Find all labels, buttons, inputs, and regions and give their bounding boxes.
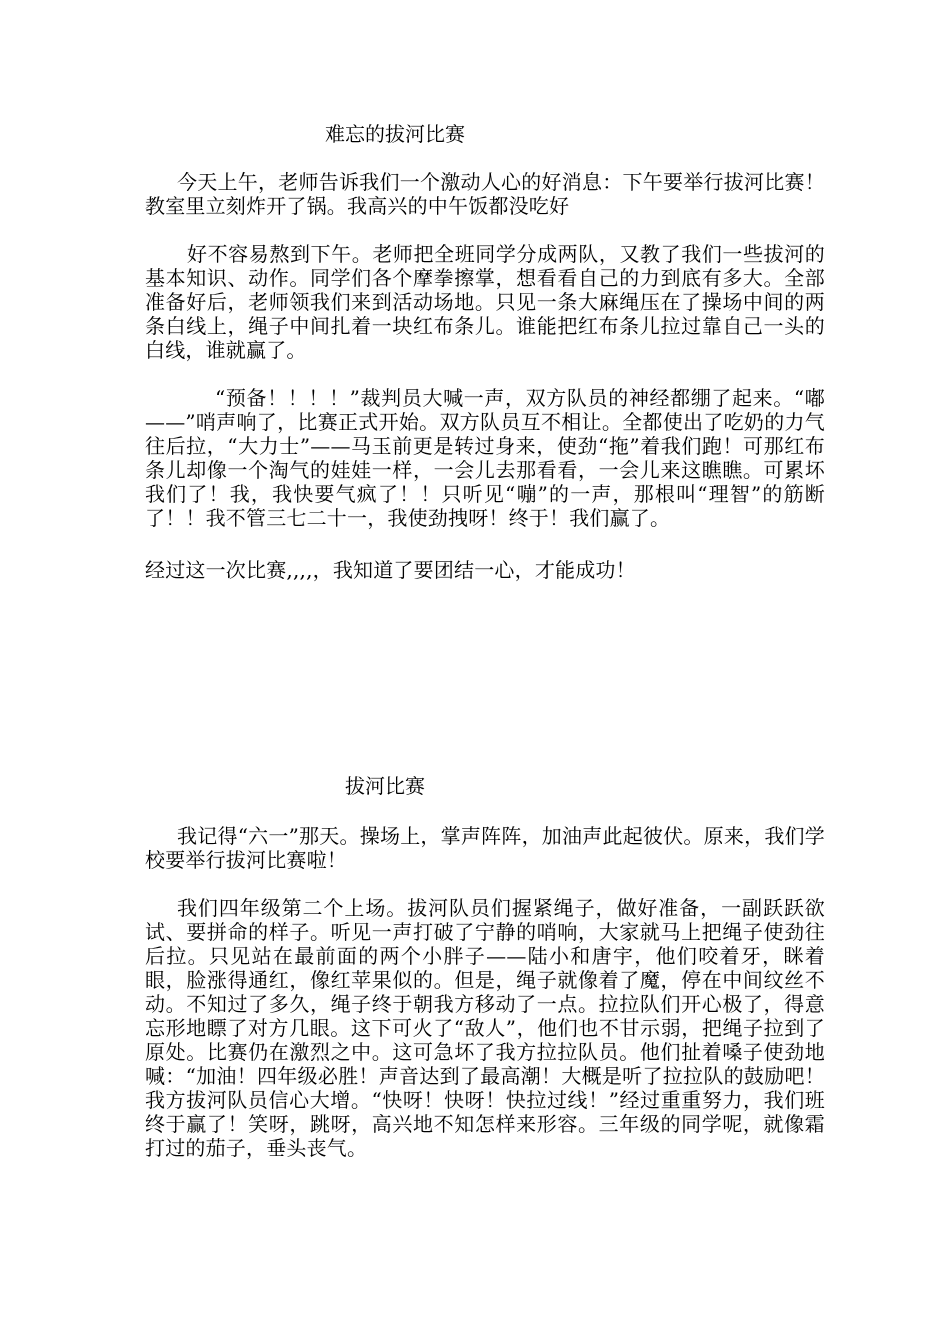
essay-paragraph: “预备！！！！”裁判员大喊一声，双方队员的神经都绷了起来。“嘟——”哨声响了，比赛正式开始。双方队员互不相让。全都使出了吃奶的力气往后拉，“大力士”——马玉前更是转过身来，使劲“拖”着我们跑！可那红布条儿却像一个淘气的娃娃一样，一会儿去那看看，一会儿来这瞧瞧。可累坏我们了！我，我快要气疯了！！只听见“嘣”的一声，那根叫“理智”的筋断了！！我不管三七二十一，我使劲拽呀！终于！我们赢了。 (145, 386, 825, 530)
essay-tug-of-war-memorable (145, 118, 825, 582)
essay-title: 拔河比赛 (345, 774, 425, 798)
essay-paragraph: 好不容易熬到下午。老师把全班同学分成两队，又教了我们一些拔河的基本知识、动作。同学们各个摩拳擦掌，想看看自己的力到底有多大。全部准备好后，老师领我们来到活动场地。只见一条大麻绳压在了操场中间的两条白线上，绳子中间扎着一块红布条儿。谁能把红布条儿拉过靠自己一头的白线，谁就赢了。 (145, 242, 825, 362)
essay-paragraph: 今天上午，老师告诉我们一个激动人心的好消息：下午要举行拔河比赛！教室里立刻炸开了锅。我高兴的中午饭都没吃好 (145, 170, 825, 218)
essay-paragraph: 我们四年级第二个上场。拔河队员们握紧绳子，做好准备，一副跃跃欲试、要拼命的样子。听见一声打破了宁静的哨响，大家就马上把绳子使劲往后拉。只见站在最前面的两个小胖子——陆小和唐宇，他们咬着牙，眯着眼，脸涨得通红，像红苹果似的。但是，绳子就像着了魔，停在中间纹丝不动。不知过了多久，绳子终于朝我方移动了一点。拉拉队们开心极了，得意忘形地瞟了对方几眼。这下可火了“敌人”，他们也不甘示弱，把绳子拉到了原处。比赛仍在激烈之中。这可急坏了我方拉拉队员。他们扯着嗓子使劲地喊：“加油！四年级必胜！声音达到了最高潮！大概是听了拉拉队的鼓励吧！我方拔河队员信心大增。“快呀！快呀！快拉过线！”经过重重努力，我们班终于赢了！笑呀，跳呀，高兴地不知怎样来形容。三年级的同学呢，就像霜打过的茄子，垂头丧气。 (145, 896, 825, 1160)
essay-paragraph: 我记得“六一”那天。操场上，掌声阵阵，加油声此起彼伏。原来，我们学校要举行拔河比赛啦！ (145, 824, 825, 872)
essay-title: 难忘的拔河比赛 (325, 122, 465, 146)
essay-tug-of-war (145, 770, 825, 1160)
essay-paragraph: 经过这一次比赛,,,,，我知道了要团结一心，才能成功！ (145, 558, 636, 582)
